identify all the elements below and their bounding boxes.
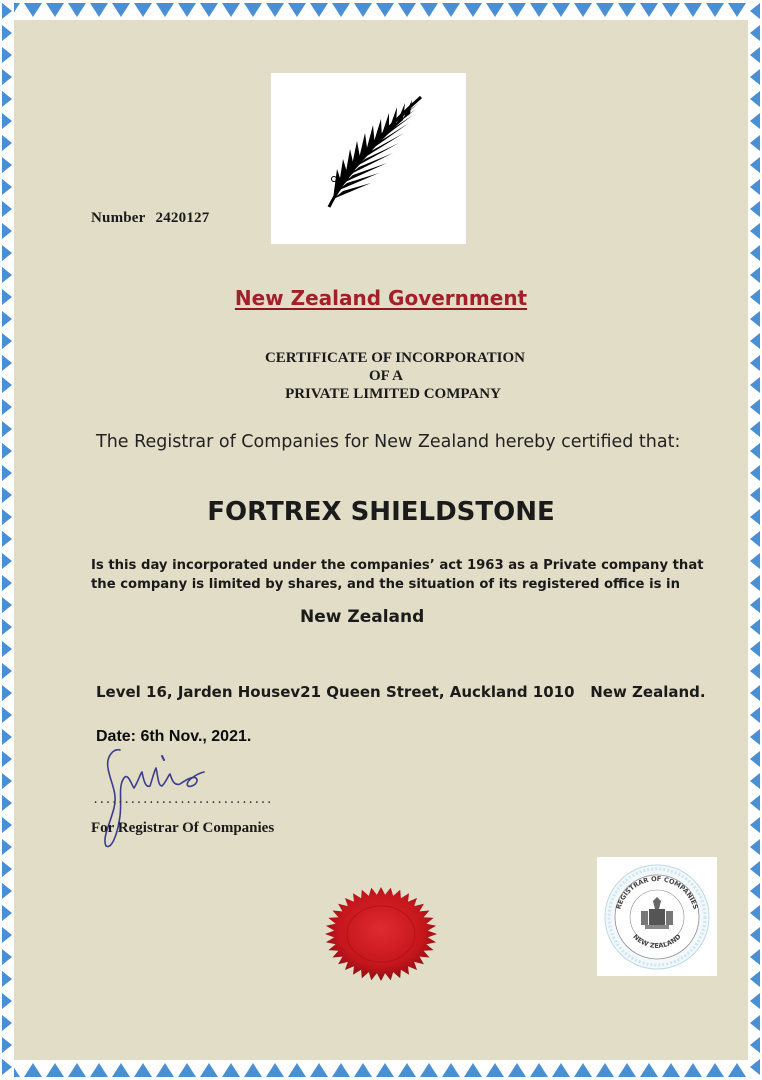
incorporation-text [91, 556, 711, 594]
red-wax-seal-icon [322, 884, 440, 984]
registrar-stamp-icon [597, 857, 717, 976]
office-country: New Zealand [300, 607, 425, 627]
certificate-heading [0, 349, 762, 403]
signatory-title: For Registrar Of Companies [91, 820, 275, 836]
government-title [0, 286, 762, 310]
number-label: Number [91, 210, 146, 226]
signature-line: ............................. [92, 793, 272, 807]
certificate-date: Date: 6th Nov., 2021. [96, 728, 252, 745]
left-border [0, 0, 14, 1080]
incorporation-text-line-2: the company is limited by shares, and the situation of its registered office is in [91, 577, 680, 592]
top-border [0, 0, 762, 20]
number-value: 2420127 [155, 210, 210, 226]
silver-fern-logo-icon [271, 73, 466, 244]
registered-address: Level 16, Jarden Housev21 Queen Street, Auckland 1010 New Zealand. [96, 683, 706, 701]
company-name: FORTREX SHIELDSTONE [207, 497, 555, 527]
bottom-border [0, 1060, 762, 1080]
heading-line-2: OF A [368, 368, 404, 384]
right-border [748, 0, 762, 1080]
stamp-ring-bottom-text: NEW ZEALAND [631, 932, 683, 950]
heading-line-1: CERTIFICATE OF INCORPORATION [264, 350, 526, 366]
incorporation-text-line-1: Is this day incorporated under the companies’ act 1963 as a Private company that [91, 558, 704, 573]
government-title-text: New Zealand Government [234, 286, 528, 310]
certificate-number [91, 210, 209, 227]
stamp-ring-top-text: REGISTRAR OF COMPANIES [614, 874, 700, 911]
registrar-stamp [597, 857, 717, 976]
logo-box [271, 73, 466, 244]
registrar-statement: The Registrar of Companies for New Zealand hereby certified that: [96, 432, 681, 452]
heading-line-3: PRIVATE LIMITED COMPANY [285, 386, 501, 402]
